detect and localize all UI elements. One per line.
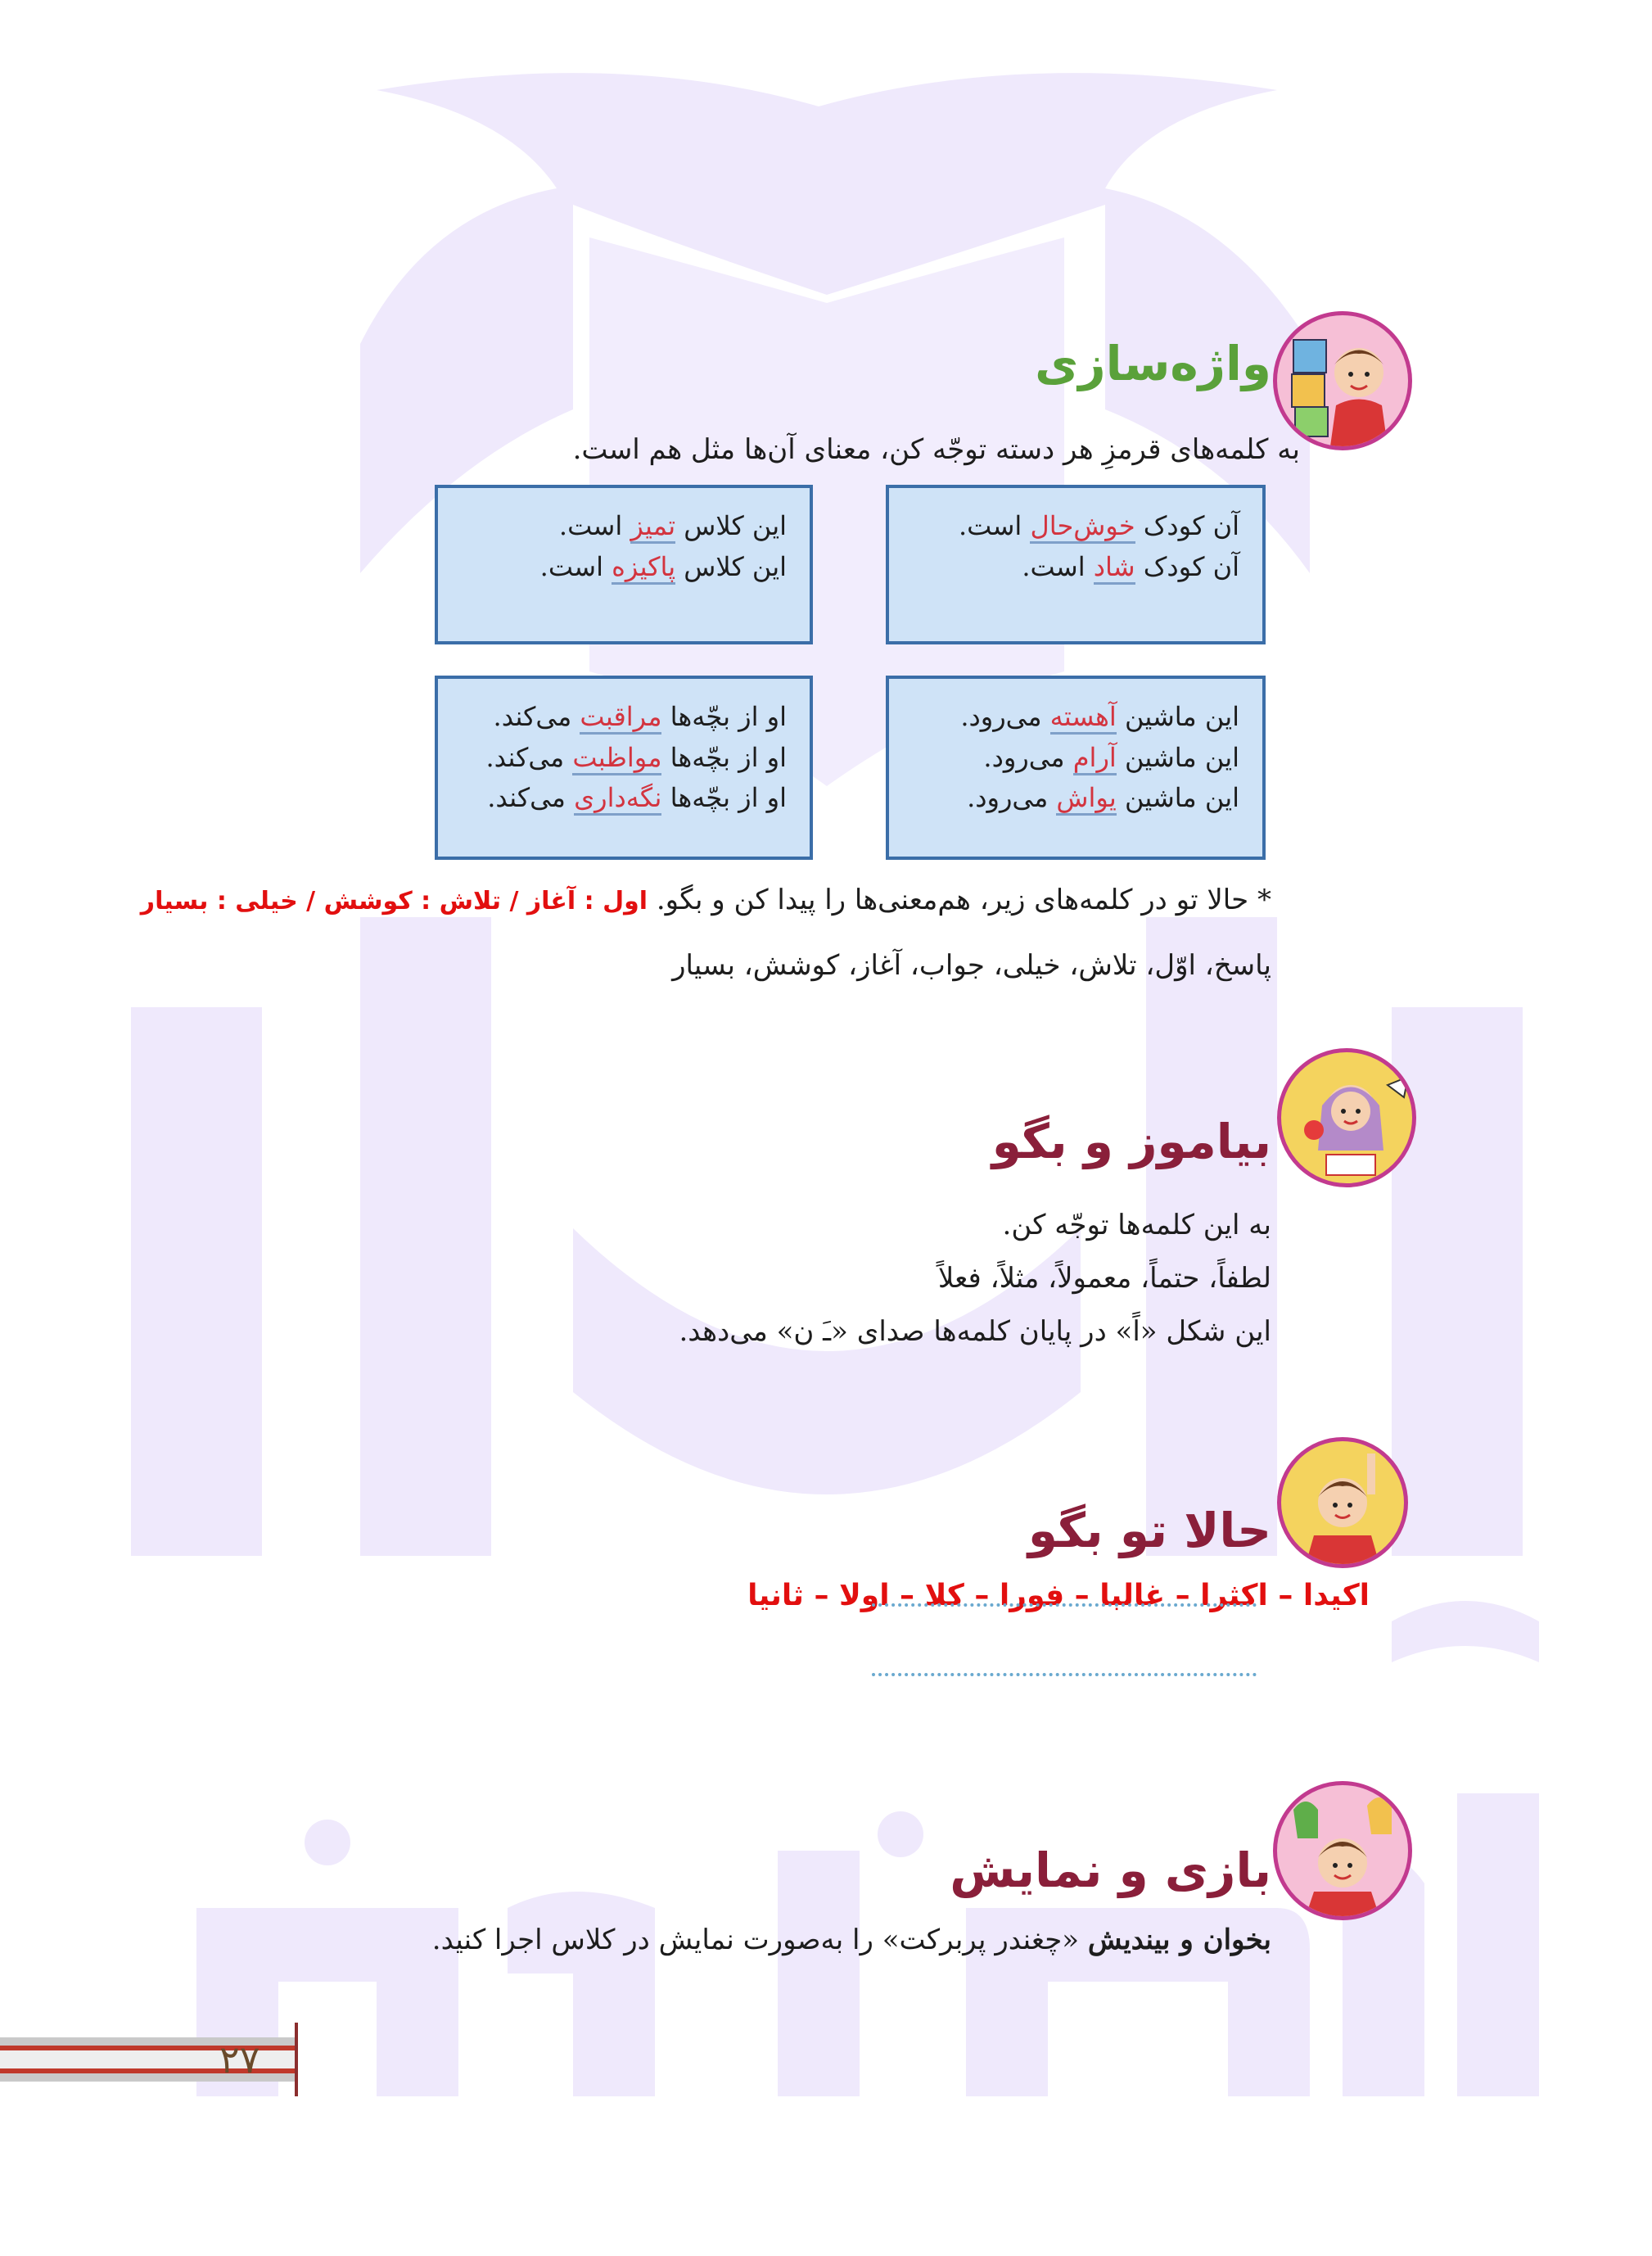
girl-painting-icon [1281,1052,1412,1183]
vajeh-sazi-exercise [141,880,1271,920]
box-line: آن کودک شاد است. [889,547,1239,588]
bazi-rest: «چغندر پربرکت» را به‌صورت نمایش در کلاس اجرا کنید. [431,1924,1088,1956]
box-line: آن کودک خوش‌حال است. [889,506,1239,547]
vajeh-sazi-word-list: پاسخ، اوّل، تلاش، خیلی، جواب، آغاز، کوشش، بسیار [672,949,1271,982]
answer-dotted-line [872,1603,1257,1607]
section-title-biamooz: بیاموز و بگو [991,1114,1271,1169]
box-line: این کلاس تمیز است. [438,506,787,547]
biamooz-line-1: به این کلمه‌ها توجّه کن. [1002,1209,1271,1241]
box-line: این کلاس پاکیزه است. [438,547,787,588]
exercise-prompt: * حالا تو در کلمه‌های زیر، هم‌معنی‌ها را پیدا کن و بگو. [656,884,1271,916]
child-raising-hand-icon [1281,1441,1404,1564]
page-number: ۲۷ [219,2037,260,2082]
box-line: او از بچّه‌ها مواظبت می‌کند. [438,738,787,779]
box-line: او از بچّه‌ها نگه‌داری می‌کند. [438,778,787,819]
biamooz-line-2: لطفاً، حتماً، معمولاً، مثلاً، فعلاً [937,1262,1271,1295]
section-icon-bazi [1273,1781,1412,1920]
hala-to-begoo-answer: اکیدا – اکثرا – غالبا – فورا – کلا – اولا – ثانیا [747,1579,1370,1612]
section-icon-hala-to-begoo [1277,1437,1408,1568]
exercise-answer: اول : آغاز / تلاش : کوشش / خیلی : بسیار [140,887,648,916]
vajeh-sazi-intro: به کلمه‌های قرمزِ هر دسته توجّه کن، معنای آن‌ها مثل هم است. [572,433,1300,466]
example-box-top-left [435,485,813,644]
bazi-bold-part: بخوان و بیندیش [1087,1924,1271,1956]
section-title-vajeh-sazi: واژه‌سازی [1035,336,1271,391]
box-line: این ماشین یواش می‌رود. [889,778,1239,819]
child-puppets-icon [1277,1785,1408,1916]
bazi-instruction [432,1920,1271,1960]
section-title-hala-to-begoo: حالا تو بگو [1027,1503,1271,1558]
biamooz-line-3: این شکل «اً» در پایان کلمه‌ها صدای «ـَ ن» می‌دهد. [679,1315,1271,1348]
box-line: این ماشین آرام می‌رود. [889,738,1239,779]
page-number-ribbon [0,2023,344,2096]
example-box-top-right [886,485,1266,644]
box-line: این ماشین آهسته می‌رود. [889,697,1239,738]
example-box-bottom-right [886,676,1266,860]
child-blocks-icon [1277,315,1408,446]
section-icon-biamooz [1277,1048,1416,1187]
example-box-bottom-left [435,676,813,860]
answer-dotted-line [872,1673,1257,1676]
section-title-bazi: بازی و نمایش [950,1842,1271,1898]
box-line: او از بچّه‌ها مراقبت می‌کند. [438,697,787,738]
